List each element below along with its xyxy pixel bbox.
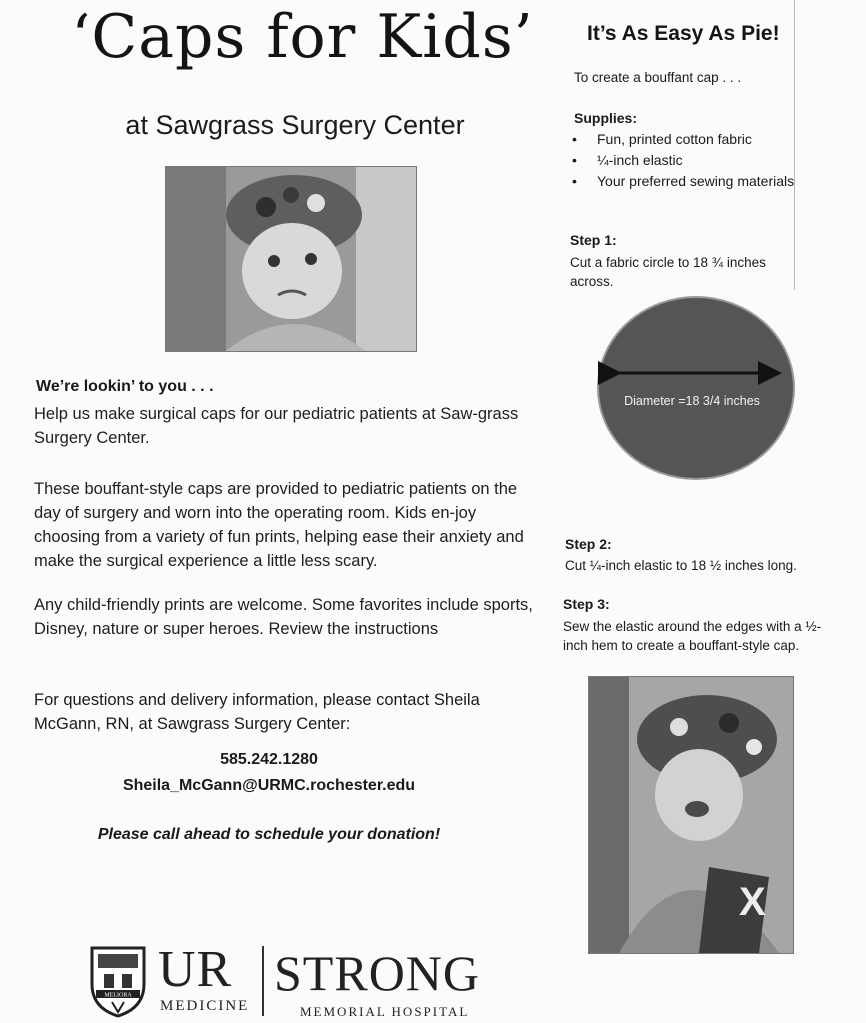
diameter-label: Diameter =18 3/4 inches	[624, 394, 760, 408]
contact-phone: 585.242.1280	[220, 751, 318, 768]
step2-text: Cut ¼-inch elastic to 18 ½ inches long.	[565, 558, 797, 573]
logo-memorial-hospital: MEMORIAL HOSPITAL	[300, 1004, 470, 1019]
supply-item: • ¼-inch elastic	[572, 150, 794, 171]
flyer-subtitle: at Sawgrass Surgery Center	[125, 110, 465, 140]
fabric-circle	[598, 297, 794, 479]
supply-item: • Your preferred sewing materials	[572, 171, 794, 192]
logo-medicine: MEDICINE	[160, 998, 250, 1014]
supplies-heading: Supplies:	[574, 110, 638, 126]
supplies-list	[572, 129, 794, 192]
lead-heading: We’re lookin’ to you . . .	[36, 378, 214, 395]
contact-paragraph: For questions and delivery information, please contact Sheila McGann, RN, at Sawgrass Surgery Center:	[34, 691, 480, 733]
call-ahead-note: Please call ahead to schedule your donation!	[97, 826, 441, 843]
step1-text: Cut a fabric circle to 18 ¾ inches across.	[570, 255, 766, 289]
step1-heading: Step 1:	[570, 232, 617, 248]
description-paragraph: These bouffant-style caps are provided to pediatric patients on the day of surgery and worn into the operating room. Kids en-joy choosing from a variety of fun prints, helping ease their anxiety and make the surgical experience a little less scary.	[34, 480, 524, 570]
instructions-intro: To create a bouffant cap . . .	[574, 70, 742, 85]
logo-ur: UR	[158, 941, 233, 998]
intro-paragraph: Help us make surgical caps for our pediatric patients at Saw-grass Surgery Center.	[34, 405, 519, 447]
instructions-title: It’s As Easy As Pie!	[587, 22, 780, 45]
logo-divider	[262, 946, 264, 1016]
crest-motto: MELIORA	[104, 992, 132, 999]
scan-artifact-line	[794, 0, 795, 290]
step3-heading: Step 3:	[563, 596, 610, 612]
fabric-circle-diagram	[596, 295, 796, 481]
prints-paragraph: Any child-friendly prints are welcome. Some favorites include sports, Disney, nature or super heroes. Review the instructions	[34, 596, 533, 638]
contact-email: Sheila_McGann@URMC.rochester.edu	[122, 777, 416, 794]
ur-crest-logo	[86, 944, 150, 1018]
jersey-letter: X	[739, 880, 766, 924]
baby-photo	[165, 166, 417, 352]
supply-item: • Fun, printed cotton fabric	[572, 129, 794, 150]
logo-strong: STRONG	[274, 945, 481, 1001]
step3-text: Sew the elastic around the edges with a ½-inch hem to create a bouffant-style cap.	[563, 619, 822, 653]
flyer-title: ‘Caps for Kids’	[71, 2, 534, 72]
child-photo	[588, 676, 794, 954]
step2-heading: Step 2:	[565, 536, 612, 552]
